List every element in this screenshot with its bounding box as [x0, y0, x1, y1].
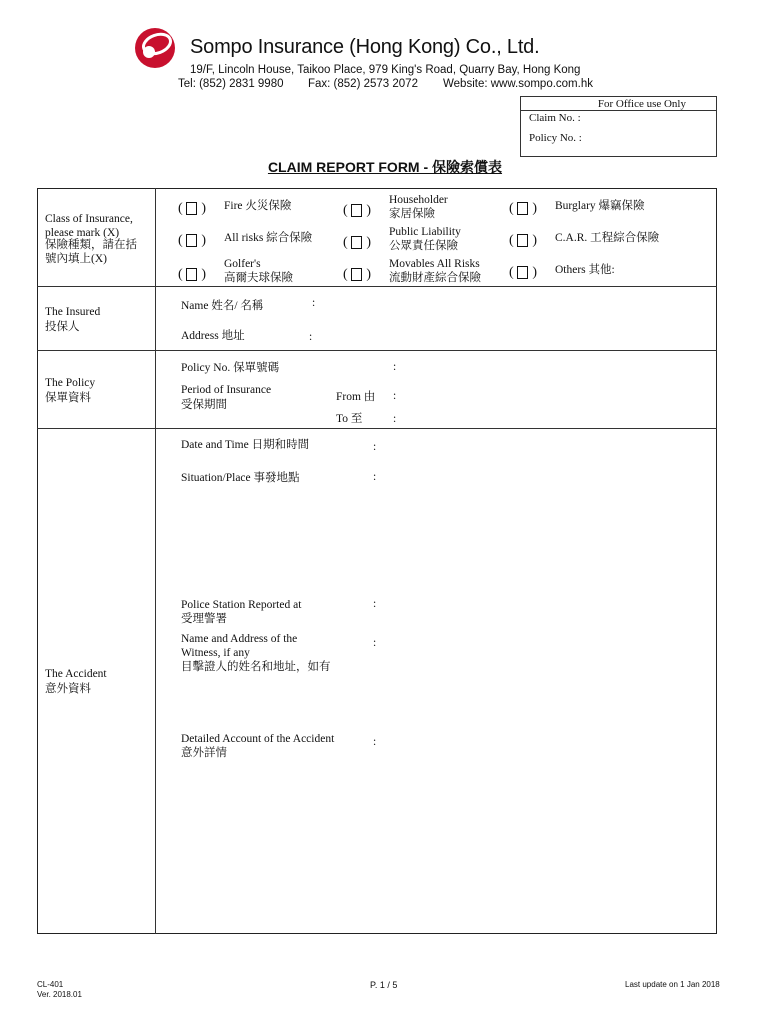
insurance-option-label: Movables All Risks: [389, 258, 480, 270]
account-label-en: Detailed Account of the Accident: [181, 733, 335, 745]
insurance-option-label-zh: 公眾責任保險: [389, 240, 458, 252]
last-update: Last update on 1 Jan 2018: [625, 980, 720, 989]
insurance-option-label: Others 其他:: [555, 264, 615, 276]
office-use-box: [520, 96, 717, 157]
insurance-option-label: Golfer's: [224, 258, 261, 270]
claim-form-table: [37, 188, 717, 934]
insurance-option-checkbox[interactable]: ( ): [343, 203, 371, 218]
period-from-label: From 由: [336, 391, 376, 403]
row-divider: [37, 350, 717, 351]
insurance-option-checkbox[interactable]: ( ): [509, 233, 537, 248]
page-number: P. 1 / 5: [370, 980, 398, 990]
policy-no-colon[interactable]: :: [393, 361, 397, 373]
police-colon[interactable]: :: [373, 598, 377, 610]
witness-colon[interactable]: :: [373, 637, 377, 649]
class-of-insurance-label-en: Class of Insurance, please mark (X): [45, 213, 133, 239]
class-of-insurance-label-zh: 保險種類，請在括號內填上(X): [45, 239, 137, 265]
row-divider: [37, 286, 717, 287]
office-claim-no[interactable]: Claim No. :: [529, 112, 581, 124]
insurance-option-checkbox[interactable]: ( ): [343, 267, 371, 282]
policy-label-en: The Policy: [45, 377, 96, 389]
insurance-option-checkbox[interactable]: ( ): [178, 233, 206, 248]
company-tel: Tel: (852) 2831 9980: [178, 78, 284, 90]
insurance-option-checkbox[interactable]: ( ): [509, 201, 537, 216]
witness-label-zh: 目擊證人的姓名和地址，如有: [181, 661, 331, 673]
form-code: CL-401: [37, 980, 64, 989]
period-label-en: Period of Insurance: [181, 384, 272, 396]
company-address: 19/F, Lincoln House, Taikoo Place, 979 King's Road, Quarry Bay, Hong Kong: [190, 64, 581, 76]
insured-label-en: The Insured: [45, 306, 101, 318]
insured-address-label: Address 地址: [181, 330, 245, 342]
insurance-option-label-zh: 流動財產綜合保險: [389, 272, 481, 284]
insured-name-colon[interactable]: :: [312, 297, 316, 309]
police-label-en: Police Station Reported at: [181, 599, 302, 611]
account-colon[interactable]: :: [373, 736, 377, 748]
accident-label-en: The Accident: [45, 668, 107, 680]
form-version: Ver. 2018.01: [37, 990, 82, 999]
insurance-option-label: Public Liability: [389, 226, 461, 238]
office-use-title: For Office use Only: [521, 97, 716, 111]
insurance-option-checkbox[interactable]: ( ): [178, 201, 206, 216]
place-label: Situation/Place 事發地點: [181, 472, 300, 484]
insurance-option-checkbox[interactable]: ( ): [178, 267, 206, 282]
accident-label-zh: 意外資料: [45, 683, 91, 695]
column-divider: [155, 188, 156, 934]
policy-label-zh: 保單資料: [45, 392, 91, 404]
period-to-label: To 至: [336, 413, 363, 425]
insurance-option-checkbox[interactable]: ( ): [509, 265, 537, 280]
witness-label-en2: Witness, if any: [181, 647, 250, 659]
insured-name-label: Name 姓名/ 名稱: [181, 300, 264, 312]
insurance-option-label-zh: 家居保險: [389, 208, 435, 220]
witness-label-en1: Name and Address of the: [181, 633, 298, 645]
company-website: Website: www.sompo.com.hk: [443, 78, 593, 90]
period-to-colon[interactable]: :: [393, 413, 397, 425]
insured-address-colon[interactable]: :: [309, 331, 313, 343]
period-label-zh: 受保期間: [181, 399, 227, 411]
account-label-zh: 意外詳情: [181, 747, 227, 759]
insured-label-zh: 投保人: [45, 321, 80, 333]
date-time-label: Date and Time 日期和時間: [181, 439, 310, 451]
sompo-logo: [133, 26, 177, 70]
insurance-option-label: Burglary 爆竊保險: [555, 200, 645, 212]
row-divider: [37, 428, 717, 429]
insurance-option-label: C.A.R. 工程綜合保險: [555, 232, 660, 244]
insurance-option-label: Householder: [389, 194, 448, 206]
date-time-colon[interactable]: :: [373, 441, 377, 453]
period-from-colon[interactable]: :: [393, 390, 397, 402]
insurance-option-label: All risks 綜合保險: [224, 232, 313, 244]
insurance-option-label: Fire 火災保險: [224, 200, 292, 212]
company-fax: Fax: (852) 2573 2072: [308, 78, 418, 90]
company-name: Sompo Insurance (Hong Kong) Co., Ltd.: [190, 36, 540, 58]
insurance-option-label-zh: 高爾夫球保險: [224, 272, 293, 284]
police-label-zh: 受理警署: [181, 613, 227, 625]
form-title: CLAIM REPORT FORM - 保險索償表: [267, 159, 503, 175]
insurance-option-checkbox[interactable]: ( ): [343, 235, 371, 250]
place-colon[interactable]: :: [373, 471, 377, 483]
policy-no-label: Policy No. 保單號碼: [181, 362, 280, 374]
office-policy-no[interactable]: Policy No. :: [529, 132, 582, 144]
